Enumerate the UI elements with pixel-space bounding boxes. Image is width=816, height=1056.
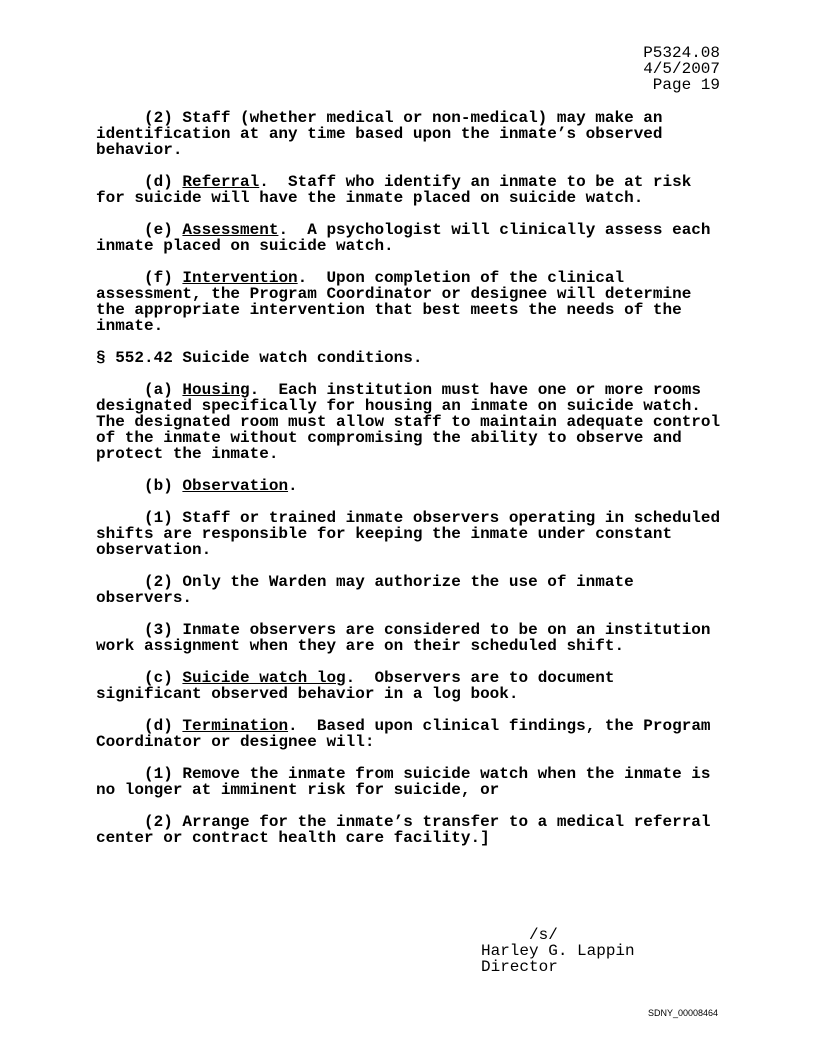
paragraph-line xyxy=(96,766,736,782)
paragraph-rest: . Each institution must have one or more rooms xyxy=(249,381,701,399)
paragraph-term: Housing xyxy=(182,381,250,399)
paragraph xyxy=(96,110,736,158)
paragraph-lead: (a) xyxy=(96,381,183,399)
paragraph-lead: (2) Only the Warden may authorize the use of inmate xyxy=(96,573,634,591)
paragraph-line: observation. xyxy=(96,541,212,559)
paragraph-line xyxy=(96,670,736,686)
paragraph-term: Intervention xyxy=(182,269,298,287)
paragraph-lead: § 552.42 Suicide watch conditions. xyxy=(96,349,423,367)
paragraph-rest: . A psychologist will clinically assess each xyxy=(278,221,711,239)
paragraph-line xyxy=(96,718,736,734)
paragraph-line: work assignment when they are on their scheduled shift. xyxy=(96,637,625,655)
paragraph-lead: (2) Staff (whether medical or non-medical) may make an xyxy=(96,109,663,127)
paragraph xyxy=(96,222,736,254)
paragraph-line xyxy=(96,814,736,830)
paragraph xyxy=(96,478,736,494)
page-number: Page 19 xyxy=(652,76,720,94)
paragraph xyxy=(96,766,736,798)
paragraph xyxy=(96,510,736,558)
paragraph-line xyxy=(96,382,736,398)
paragraph-line: of the inmate without compromising the ability to observe and xyxy=(96,429,682,447)
paragraph-rest: . Staff who identify an inmate to be at risk xyxy=(259,173,692,191)
paragraph-line xyxy=(96,174,736,190)
paragraph-term: Termination xyxy=(182,717,289,735)
paragraph-line: behavior. xyxy=(96,141,183,159)
paragraph-lead: (b) xyxy=(96,477,183,495)
paragraph-line: observers. xyxy=(96,589,193,607)
signatory-title: Director xyxy=(481,958,558,976)
doc-number: P5324.08 xyxy=(643,44,720,62)
paragraph xyxy=(96,174,736,206)
paragraph-term: Referral xyxy=(182,173,260,191)
paragraph-line xyxy=(96,510,736,526)
paragraph-line xyxy=(96,110,736,126)
paragraph-line xyxy=(96,222,736,238)
paragraph-lead: (f) xyxy=(96,269,183,287)
paragraph-rest: . xyxy=(288,477,298,495)
paragraph-line: the appropriate intervention that best meets the needs of the xyxy=(96,301,682,319)
paragraph xyxy=(96,622,736,654)
paragraph-rest: . Based upon clinical findings, the Program xyxy=(288,717,711,735)
paragraph-term: Assessment xyxy=(182,221,279,239)
paragraph-line: Coordinator or designee will: xyxy=(96,733,375,751)
paragraph-line: for suicide will have the inmate placed on suicide watch. xyxy=(96,189,644,207)
paragraph xyxy=(96,814,736,846)
paragraph xyxy=(96,574,736,606)
paragraph-rest: . Observers are to document xyxy=(345,669,615,687)
paragraph-line xyxy=(96,478,736,494)
paragraph xyxy=(96,670,736,702)
paragraph-line: assessment, the Program Coordinator or designee will determine xyxy=(96,285,692,303)
signatory-name: Harley G. Lappin xyxy=(481,942,635,960)
paragraph-lead: (1) Staff or trained inmate observers operating in scheduled xyxy=(96,509,721,527)
document-body xyxy=(96,110,736,862)
paragraph-lead: (c) xyxy=(96,669,183,687)
document-header xyxy=(643,45,720,93)
signature-mark: /s/ xyxy=(481,926,558,944)
paragraph-term: Observation xyxy=(182,477,289,495)
paragraph-lead: (1) Remove the inmate from suicide watch when the inmate is xyxy=(96,765,711,783)
paragraph-line: center or contract health care facility.] xyxy=(96,829,490,847)
paragraph-line: protect the inmate. xyxy=(96,445,279,463)
paragraph-line: no longer at imminent risk for suicide, or xyxy=(96,781,500,799)
paragraph-lead: (d) xyxy=(96,173,183,191)
paragraph-rest: . Upon completion of the clinical xyxy=(297,269,625,287)
paragraph-line: The designated room must allow staff to maintain adequate control xyxy=(96,413,721,431)
paragraph xyxy=(96,270,736,334)
paragraph-line: inmate placed on suicide watch. xyxy=(96,237,394,255)
signature-block xyxy=(481,927,635,975)
doc-date: 4/5/2007 xyxy=(643,60,720,78)
paragraph xyxy=(96,350,736,366)
bates-number: SDNY_00008464 xyxy=(648,1008,719,1018)
paragraph xyxy=(96,718,736,750)
paragraph-term: Suicide watch log xyxy=(182,669,346,687)
paragraph-line xyxy=(96,350,736,366)
paragraph-line xyxy=(96,270,736,286)
paragraph-line: designated specifically for housing an inmate on suicide watch. xyxy=(96,397,701,415)
paragraph-lead: (3) Inmate observers are considered to be on an institution xyxy=(96,621,711,639)
paragraph-lead: (e) xyxy=(96,221,183,239)
paragraph-lead: (2) Arrange for the inmate’s transfer to a medical referral xyxy=(96,813,711,831)
paragraph-line: shifts are responsible for keeping the inmate under constant xyxy=(96,525,673,543)
paragraph-lead: (d) xyxy=(96,717,183,735)
paragraph-line xyxy=(96,574,736,590)
paragraph-line xyxy=(96,622,736,638)
paragraph-line: inmate. xyxy=(96,317,164,335)
paragraph-line: significant observed behavior in a log book. xyxy=(96,685,519,703)
paragraph-line: identification at any time based upon the inmate’s observed xyxy=(96,125,663,143)
paragraph xyxy=(96,382,736,462)
